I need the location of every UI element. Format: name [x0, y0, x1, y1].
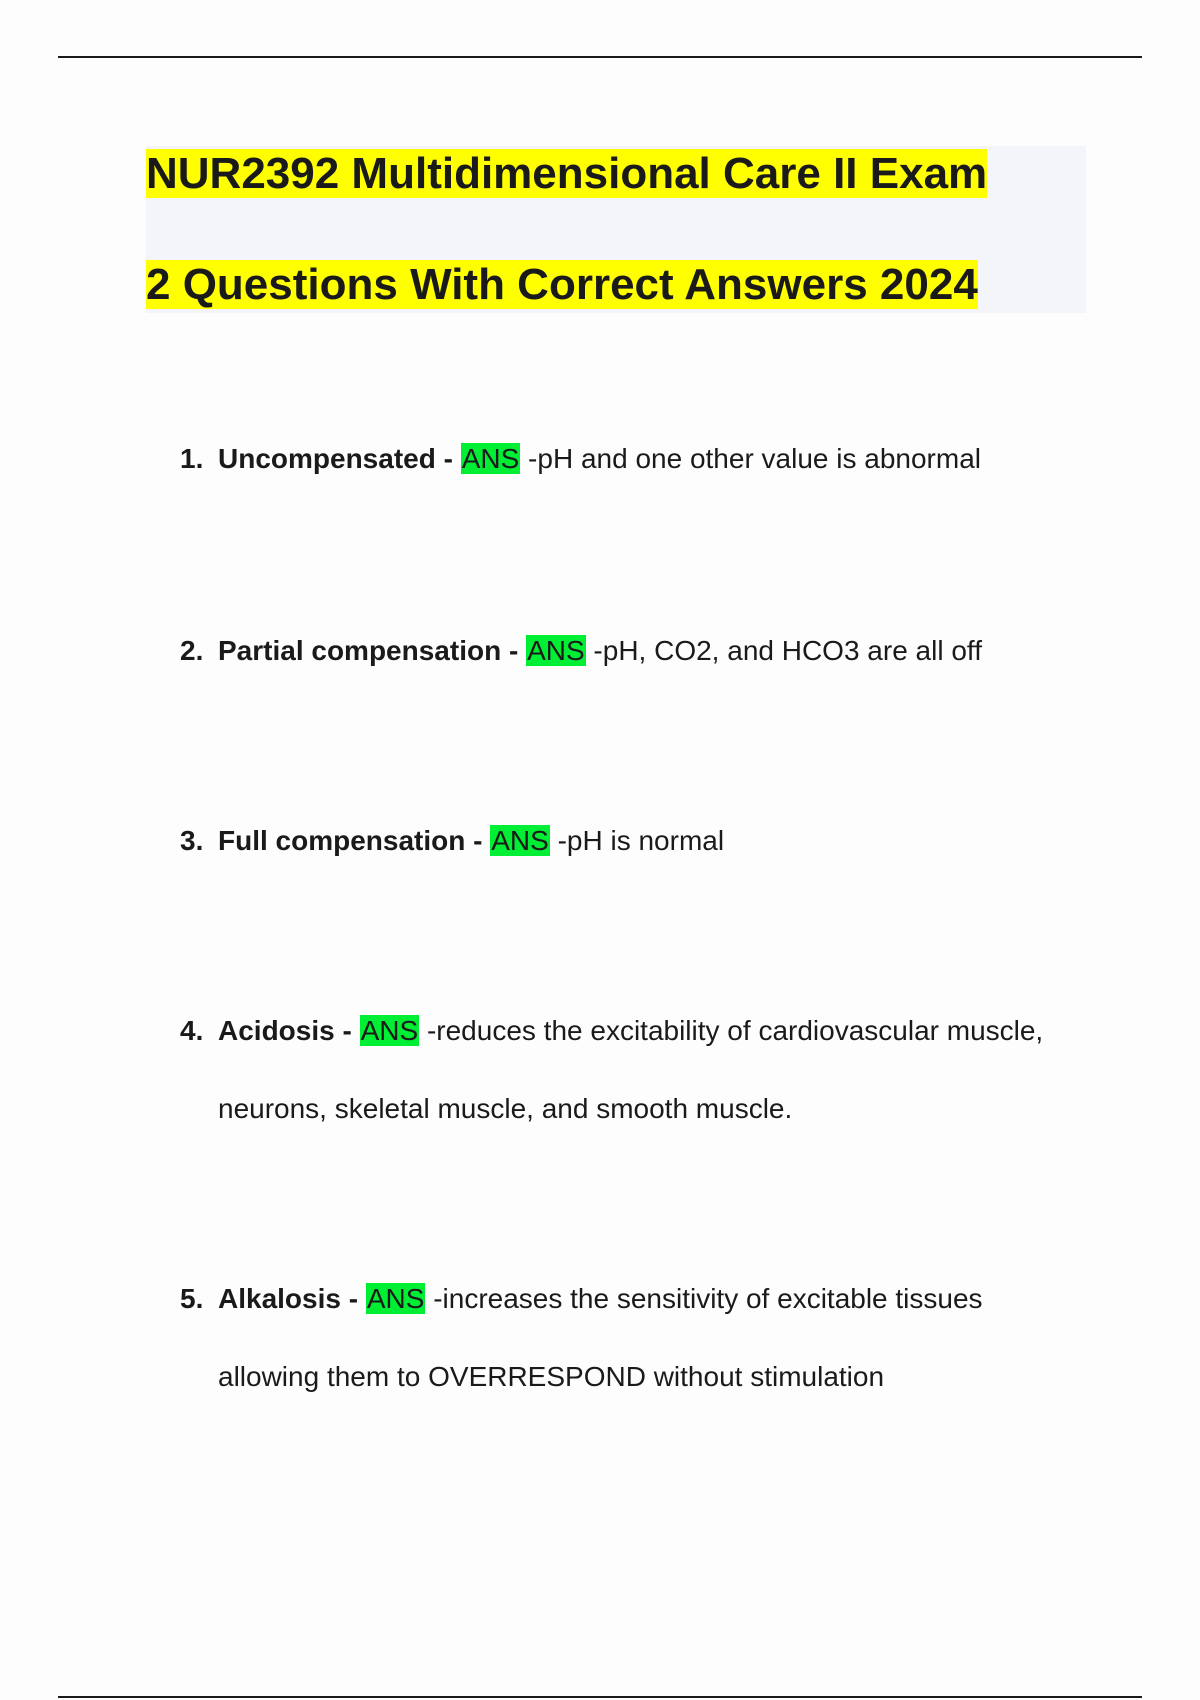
answer-tag: ANS — [366, 1283, 425, 1314]
document-title — [146, 146, 1086, 313]
title-line-2 — [146, 257, 1086, 313]
item-term: Full compensation - — [218, 825, 491, 856]
item-body — [218, 992, 1080, 1148]
item-answer: -increases the sensitivity of excitable tissues allowing them to OVERRESPOND without stimulation — [218, 1283, 983, 1392]
item-answer: -pH, CO2, and HCO3 are all off — [585, 635, 982, 666]
item-answer: -pH and one other value is abnormal — [520, 443, 981, 474]
item-number: 1. — [180, 443, 204, 474]
item-number: 2. — [180, 635, 204, 666]
item-body — [218, 420, 1080, 498]
item-body — [218, 612, 1080, 690]
item-term: Uncompensated - — [218, 443, 461, 474]
answer-tag: ANS — [491, 825, 549, 856]
item-number: 4. — [180, 1015, 204, 1046]
item-number: 5. — [180, 1283, 204, 1314]
item-answer: -reduces the excitability of cardiovascular muscle, neurons, skeletal muscle, and smooth muscle. — [218, 1015, 1044, 1124]
item-answer: -pH is normal — [549, 825, 725, 856]
list-item — [180, 612, 1080, 690]
list-item — [180, 992, 1080, 1148]
item-term: Acidosis - — [218, 1015, 360, 1046]
item-number: 3. — [180, 825, 204, 856]
list-item — [180, 1260, 1080, 1416]
item-term: Alkalosis - — [218, 1283, 366, 1314]
item-body — [218, 802, 1080, 880]
item-body — [218, 1260, 1080, 1416]
title-line-1-text: NUR2392 Multidimensional Care II Exam — [146, 149, 988, 198]
answer-tag: ANS — [461, 443, 520, 474]
item-term: Partial compensation - — [218, 635, 527, 666]
title-line-1 — [146, 146, 1086, 202]
answer-tag: ANS — [360, 1015, 419, 1046]
answer-tag: ANS — [527, 635, 585, 666]
list-item — [180, 802, 1080, 880]
top-rule — [58, 56, 1142, 58]
list-item — [180, 420, 1080, 498]
bottom-rule — [58, 1696, 1142, 1698]
title-line-2-text: 2 Questions With Correct Answers 2024 — [146, 260, 978, 309]
